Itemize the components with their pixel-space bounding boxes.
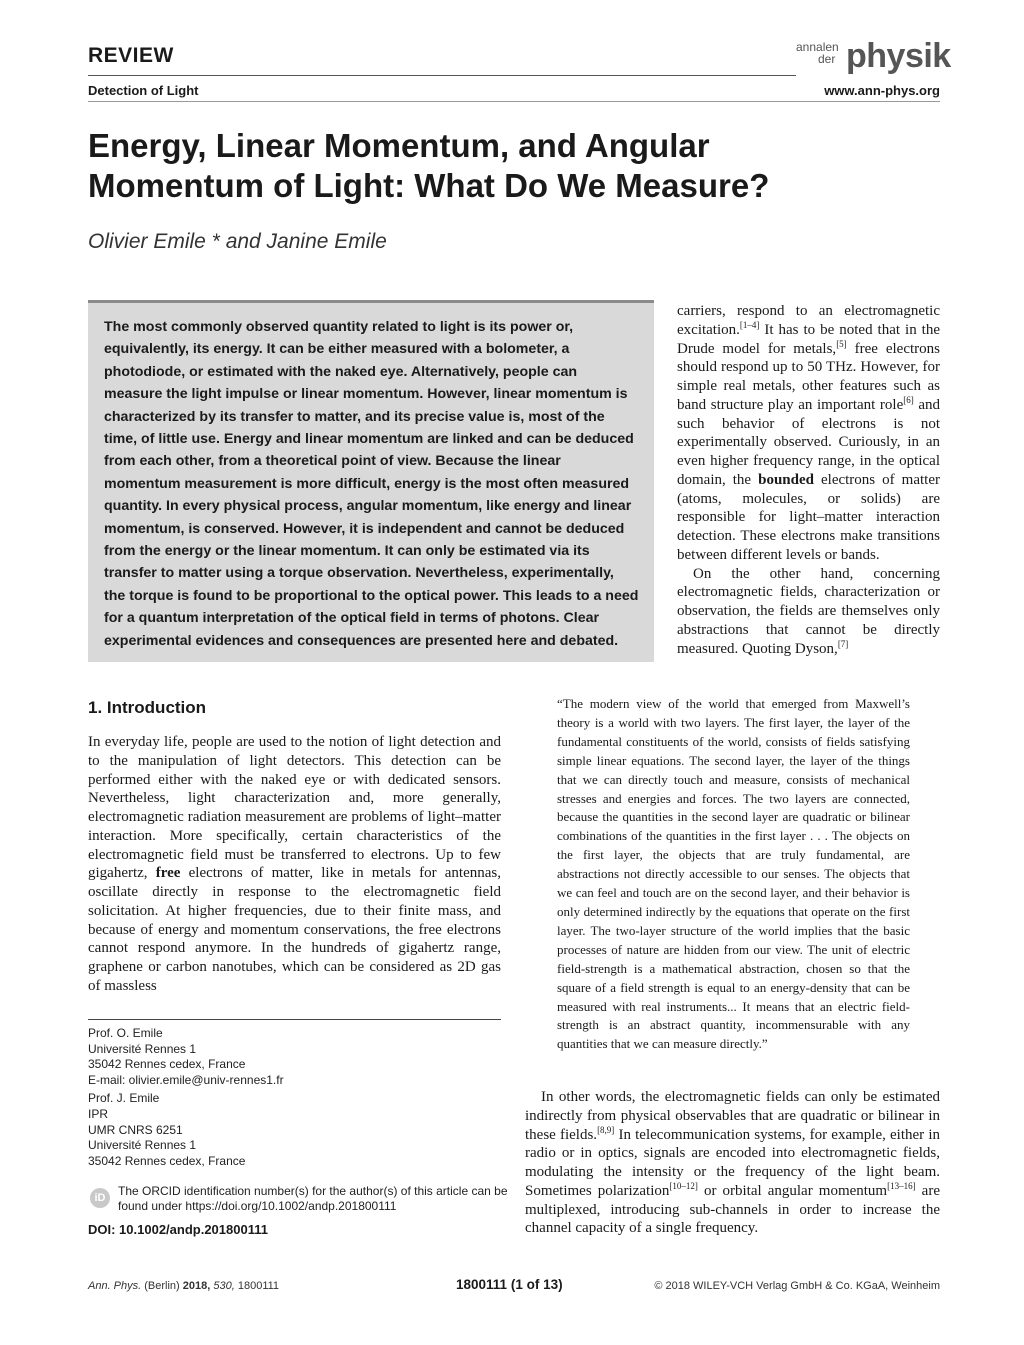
affiliation-line: 35042 Rennes cedex, France xyxy=(88,1153,246,1168)
text-span: electrons of matter, like in metals for antennas, oscillate directly in response to the electromagnetic field solicitation. At higher frequencies, due to their finite mass, and because of energy and momentum conservations, the free electrons cannot respond anymore. In the hundreds of gigahertz range, graphene or carbon nanotubes, which can be considered as 2D gas of massless xyxy=(88,865,501,994)
footer-article-number: 1800111 xyxy=(237,1280,280,1292)
section-heading: 1. Introduction xyxy=(88,698,207,717)
reference-link[interactable]: [1–4] xyxy=(739,319,760,330)
text-span: are multiplexed, introducing sub-channels in order to increase the channel capacity of a single frequency. xyxy=(525,1182,940,1237)
header-rule xyxy=(88,75,796,76)
text-span: In other words, the electromagnetic fields can only be estimated indirectly from physical observables that are quadratic or bilinear in these fields. xyxy=(525,1089,940,1143)
text-span: or orbital angular momentum xyxy=(697,1182,888,1199)
article-authors: Olivier Emile * and Janine Emile xyxy=(88,230,387,253)
orcid-note[interactable]: The ORCID identification number(s) for the author(s) of this article can be found under https://doi.org/10.1002/andp.201800111 xyxy=(118,1184,508,1213)
logo-annalen: annalen xyxy=(796,40,839,54)
text-span: In telecommunication systems, for example, either in radio or in optics, signals are encoded into electromagnetic fields, modulating the intensity or the frequency of the light beam. Sometimes polarization xyxy=(525,1126,940,1199)
email-link[interactable]: E-mail: olivier.emile@univ-rennes1.fr xyxy=(88,1072,284,1087)
text-span: It has to be noted that in the Drude model for metals, xyxy=(677,321,940,357)
orcid-icon: iD xyxy=(90,1188,110,1208)
affiliation-line: Université Rennes 1 xyxy=(88,1041,197,1056)
emphasis: free xyxy=(155,865,181,882)
affiliation-line: Université Rennes 1 xyxy=(88,1138,197,1153)
logo-physik: physik xyxy=(846,37,951,75)
header-divider xyxy=(88,101,940,102)
emphasis: bounded xyxy=(758,471,814,488)
footer-citation xyxy=(88,1280,279,1292)
text-span: electrons of matter (atoms, molecules, or solids) are responsible for light–matter interaction detection. These electrons make transitions between different levels or bands. xyxy=(677,471,940,563)
affiliations xyxy=(88,1026,501,1169)
reference-link[interactable]: [10–12] xyxy=(669,1180,698,1191)
affiliation-line: UMR CNRS 6251 xyxy=(88,1122,183,1137)
footer-city: (Berlin) xyxy=(144,1280,180,1292)
article-title: Energy, Linear Momentum, and Angular Momentum of Light: What Do We Measure? xyxy=(88,127,770,204)
affiliation-line: IPR xyxy=(88,1106,109,1121)
paragraph xyxy=(677,302,940,565)
footer-volume: 530, xyxy=(213,1280,235,1292)
text-span: On the other hand, concerning electromagnetic fields, characterization or observation, the fields are themselves only abstractions that cannot be directly measured. Quoting Dyson, xyxy=(677,565,940,657)
logo-der: der xyxy=(818,52,836,66)
dyson-quote: “The modern view of the world that emerged from Maxwell’s theory is a world with two layers. The first layer, the layer of the fundamental constituents of the world, consists of fields satisfying simple linear equations. The second layer, the layer of the things that we can directly touch and measure, consists of mechanical stresses and energies and forces. The two layers are connected, because the quantities in the second layer are quadratic or bilinear combinations of the quantities in the first layer . . . The objects on the first layer, the objects that are truly fundamental, are abstractions not directly accessible to our senses. The objects that we can feel and touch are on the second layer, and their behavior is only determined indirectly by the equations that operate on the first layer. The two-layer structure of the world implies that the basic processes of nature are hidden from our view. The unit of electric field-strength is a mathematical abstraction, chosen so that the square of a field strength is equal to an energy-density that can be measured with real instruments... It means that an electric field-strength is an abstract quantity, incommensurable with any quantities that we can measure directly.” xyxy=(557,696,910,1052)
affiliation-line: 35042 Rennes cedex, France xyxy=(88,1057,246,1072)
reference-link[interactable]: [6] xyxy=(903,394,914,405)
right-column-top xyxy=(677,302,940,658)
text-span: and such behavior of electrons is not experimentally observed. Curiously, in an even higher frequency range, in the optical domain, the xyxy=(677,396,940,488)
reference-link[interactable]: [7] xyxy=(837,638,849,649)
affiliation-line: Prof. O. Emile xyxy=(88,1026,163,1040)
text-span: carriers, respond to an electromagnetic excitation. xyxy=(677,303,940,338)
journal-website-link[interactable]: www.ann-phys.org xyxy=(824,83,940,98)
section-label: REVIEW xyxy=(88,44,174,67)
abstract-box xyxy=(88,300,654,662)
text-span: free electrons should respond up to 50 THz. However, for simple real metals, other features such as band structure play an important role xyxy=(677,340,941,413)
reference-link[interactable]: [8,9] xyxy=(597,1124,615,1135)
paragraph xyxy=(677,565,940,659)
text-span: In everyday life, people are used to the notion of light detection and to the manipulation of light detectors. This detection can be performed either with the naked eye or with dedicated sensors. Nevertheless, light characterization and, more generally, electromagnetic radiation measurement are problems of light–matter interaction. More specifically, certain characteristics of the electromagnetic field must be transferred to electrons. Up to few gigahertz, xyxy=(88,734,501,882)
page-number: 1800111 (1 of 13) xyxy=(456,1277,563,1292)
doi-link[interactable]: DOI: 10.1002/andp.201800111 xyxy=(88,1222,268,1237)
paragraph xyxy=(525,1088,940,1238)
abstract-text: The most commonly observed quantity related to light is its power or, equivalently, its energy. It can be either measured with a bolometer, a photodiode, or estimated with the naked eye. Alternatively, people can measure the light impulse or linear momentum. However, linear momentum is characterized by its transfer to matter, and its precise value is, most of the time, of little use. Energy and linear momentum are linked and can be deduced from each other, from a theoretical point of view. Because the linear momentum measurement is more difficult, energy is the most often measured quantity. In every physical process, angular momentum, like energy and linear momentum, is conserved. However, it is independent and cannot be deduced from the energy or the linear momentum. It can only be estimated via its transfer to matter using a torque observation. Nevertheless, experimentally, the torque is found to be proportional to the optical power. This leads to a need for a quantum interpretation of the optical field in terms of photons. Clear experimental evidences and consequences are presented here and debated. xyxy=(104,319,639,649)
footer-journal: Ann. Phys. xyxy=(88,1280,142,1292)
reference-link[interactable]: [5] xyxy=(836,338,847,349)
footer-year: 2018, xyxy=(182,1280,211,1292)
footer-copyright: © 2018 WILEY-VCH Verlag GmbH & Co. KGaA, Weinheim xyxy=(654,1280,940,1292)
reference-link[interactable]: [13–16] xyxy=(887,1180,916,1191)
subsection-label: Detection of Light xyxy=(88,83,199,98)
paragraph xyxy=(88,733,501,996)
introduction-text xyxy=(88,733,501,996)
affiliation-line: Prof. J. Emile xyxy=(88,1091,160,1106)
affiliation-rule xyxy=(88,1019,501,1020)
journal-logo xyxy=(796,37,951,80)
right-column-bottom xyxy=(525,1088,940,1238)
